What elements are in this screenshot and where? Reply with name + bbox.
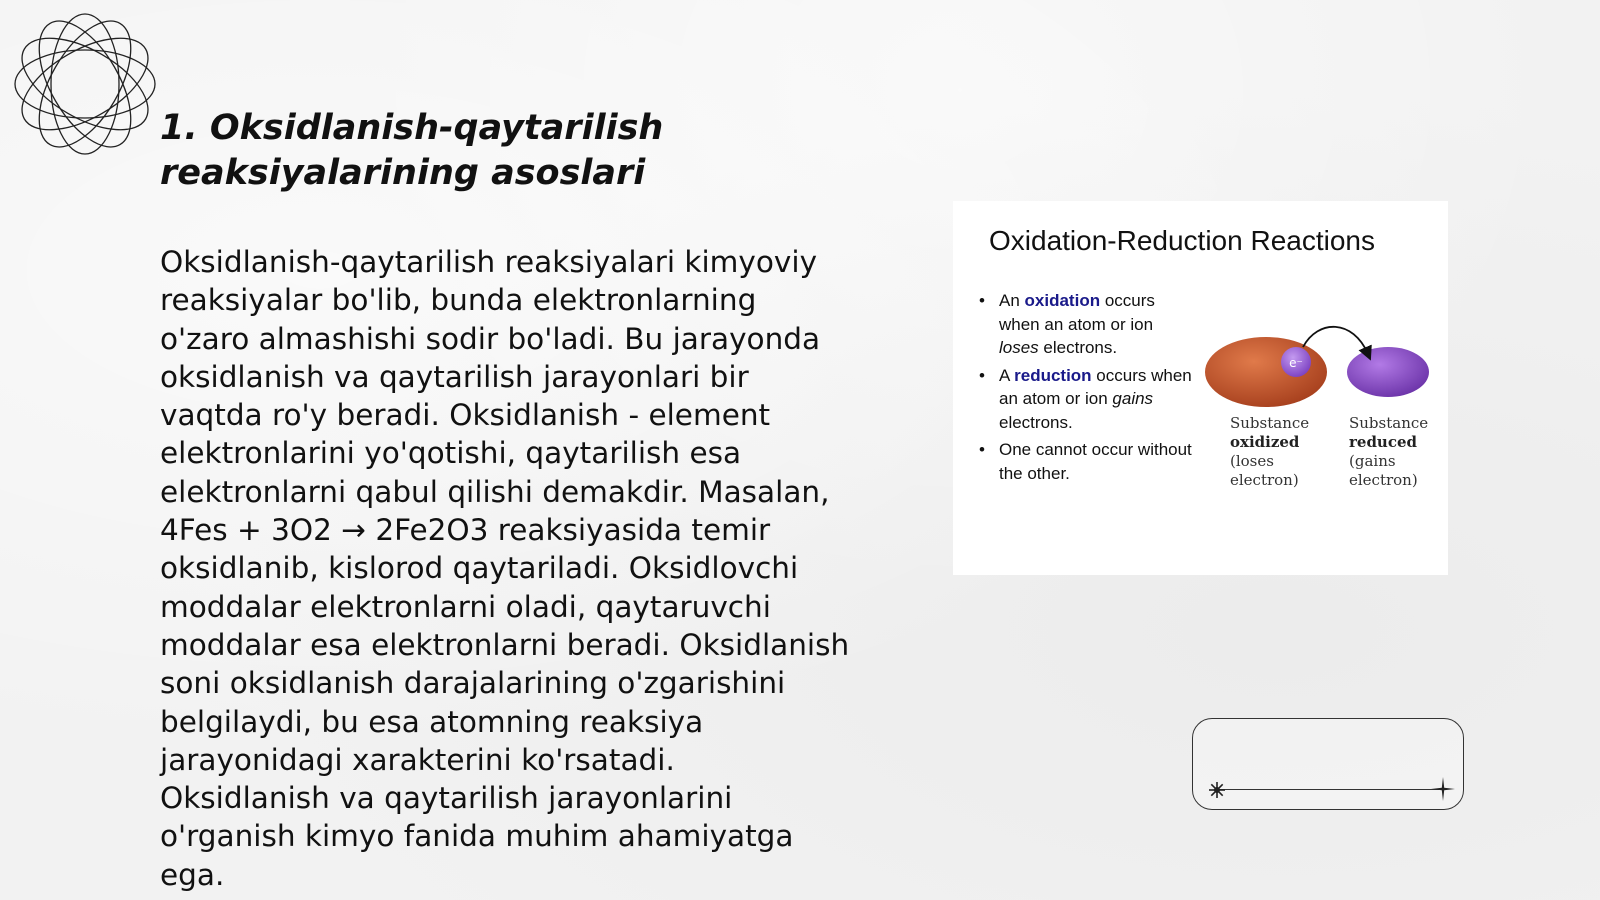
- redox-figure: [953, 201, 1448, 575]
- slide-title: 1. Oksidlanish-qaytarilish reaksiyalarining asoslari: [160, 108, 664, 193]
- electron-label: e⁻: [1289, 356, 1303, 370]
- figure-title: Oxidation-Reduction Reactions: [989, 225, 1375, 256]
- figure-bullet-oxidation: • An oxidation occurs when an atom or ion loses electrons.: [979, 289, 1194, 360]
- figure-bullet-reduction: • A reduction occurs when an atom or ion gains electrons.: [979, 364, 1194, 435]
- reduced-substance-shape: [1347, 347, 1429, 397]
- slider-handle-icon[interactable]: [1207, 780, 1227, 800]
- oxidized-substance-shape: [1205, 337, 1327, 407]
- sparkle-end-icon: [1431, 777, 1455, 801]
- figure-bullet-list: [979, 289, 1194, 489]
- figure-bullet-interdependence: • One cannot occur without the other.: [979, 438, 1194, 485]
- caption-oxidized: Substance oxidized (loses electron): [1230, 414, 1310, 489]
- atom-logo-icon: [10, 10, 160, 158]
- slide-body-text: Oksidlanish-qaytarilish reaksiyalari kimyoviy reaksiyalar bo'lib, bunda elektronlarning o'zaro almashishi sodir bo'ladi. Bu jarayonda oksidlanish va qaytarilish jarayonlari bir vaqtda ro'y beradi. Oksidlanish - element elektronlarini yo'qotishi, qaytarilish esa elektronlarni qabul qilishi demakdir. Masalan, 4Fes + 3O2 → 2Fe2O3 reaksiyasida temir oksidlanib, kislorod qaytariladi. Oksidlovchi moddalar elektronlarni oladi, qaytaruvchi moddalar esa elektronlarni beradi. Oksidlanish soni oksidlanish darajalarining o'zgarishini belgilaydi, bu esa atomning reaksiya jarayonidagi xarakterini ko'rsatadi. Oksidlanish va qaytarilish jarayonlarini o'rganish kimyo fanida muhim ahamiyatga ega.: [160, 245, 850, 892]
- caption-reduced: Substance reduced (gains electron): [1349, 414, 1429, 489]
- electron-transfer-illustration: [1203, 319, 1443, 409]
- timeline-slider[interactable]: [1192, 718, 1464, 810]
- slider-track[interactable]: [1217, 789, 1439, 790]
